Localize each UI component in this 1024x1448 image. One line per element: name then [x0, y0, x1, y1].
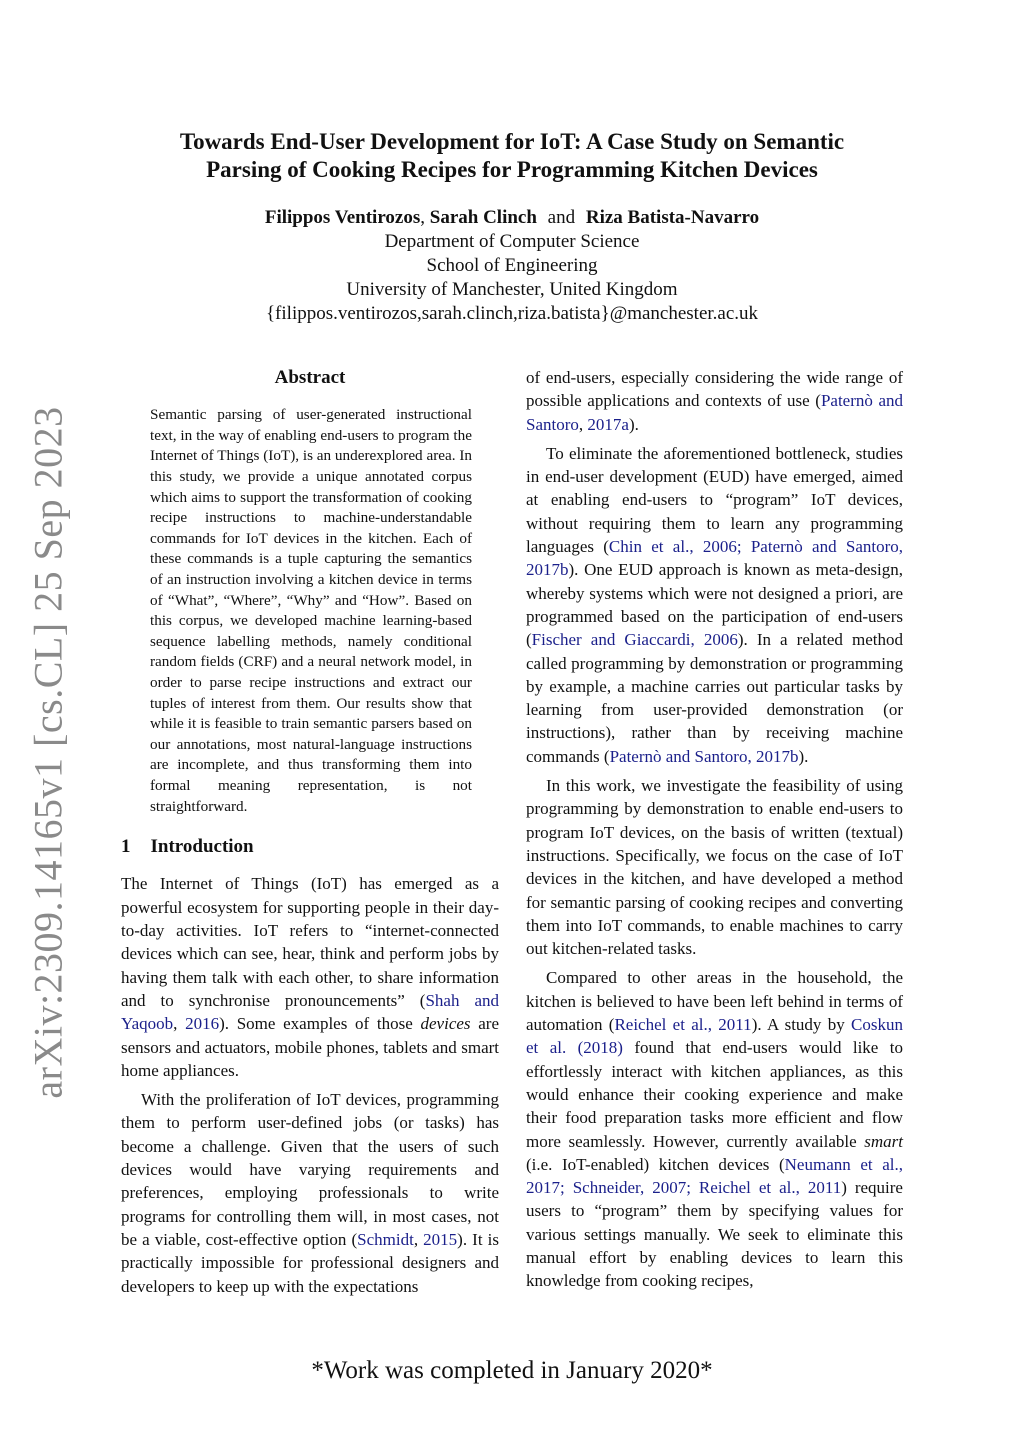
citation-link[interactable]: Reichel et al., 2011 [614, 1015, 752, 1035]
intro-paragraph-1 [121, 872, 499, 1082]
affiliation-university: University of Manchester, United Kingdom [346, 279, 678, 300]
right-p3-text-a: Compared to other areas in the household, the kitchen is believed to have been left behind in terms of automation ( [526, 968, 903, 1035]
right-paragraph-0 [526, 366, 903, 436]
title-line-2: Parsing of Cooking Recipes for Programming Kitchen Devices [206, 157, 818, 182]
intro-paragraph-2 [121, 1088, 499, 1298]
right-p1-text-b: ). One EUD approach is known as meta-design, whereby systems which were not designed a priori, are programmed based on the participation of end-users ( [526, 560, 903, 650]
right-paragraph-2: In this work, we investigate the feasibility of using programming by demonstration to enable end-users to program IoT devices, on the basis of written (textual) instructions. Specifically, we focus on the case of IoT devices in the kitchen, and have developed a method for semantic parsing of cooking recipes and converting them into IoT commands, to enable machines to carry out kitchen-related tasks. [526, 776, 903, 959]
citation-link[interactable]: Schmidt [357, 1229, 414, 1249]
citation-link[interactable]: Chin et al., 2006; Paternò and Santoro, 2017b [526, 537, 904, 580]
section-title-text: Introduction [150, 836, 254, 858]
right-p0-text-d: ). [628, 414, 639, 434]
author-3: Riza Batista-Navarro [585, 207, 760, 228]
citation-link[interactable]: Paternò and Santoro [526, 391, 903, 434]
right-p0-text-a: of end-users, especially considering the wide range of possible applications and contexts of use ( [526, 368, 903, 411]
right-p3-emphasis: smart [864, 1131, 903, 1151]
citation-link[interactable]: 2016 [185, 1014, 220, 1034]
section-number: 1 [121, 836, 131, 858]
right-p3-text-f: ) require users to “program” them by specifying values for various settings manually. We seek to eliminate this manual effort by enabling devices to learn this knowledge from cooking recipes, [526, 1178, 903, 1291]
right-paragraph-1 [526, 442, 903, 768]
intro-p1-text-f: are sensors and actuators, mobile phones, tablets and smart home appliances. [121, 1014, 499, 1080]
intro-p1-text-b: , [173, 1014, 186, 1034]
intro-p1-emphasis: devices [420, 1014, 471, 1034]
author-1: Filippos Ventirozos [264, 207, 421, 228]
right-p3-text-c: found that end-users would like to effortlessly interact with kitchen appliances, as this would enhance their cooking experience and make their food preparation tasks more efficient and flow more seamlessly. However, currently available [526, 1038, 903, 1151]
abstract-text: Semantic parsing of user-generated instructional text, in the way of enabling end-users to program the Internet of Things (IoT), is an underexplored area. In this study, we provide a unique annotated corpus which aims to support the transformation of cooking recipe instructions to machine-understandable commands for IoT devices in the kitchen. Each of these commands is a tuple capturing the semantics of an instruction involving a kitchen device in terms of “What”, “Where”, “Why” and “How”. Based on this corpus, we developed machine learning-based sequence labelling methods, namely conditional random fields (CRF) and a neural network model, in order to parse recipe instructions and extract our tuples of interest from them. Our results show that while it is feasible to train semantic parsers based on our annotations, most natural-language instructions are incomplete, and thus transforming them into formal meaning representation, is not straightforward. [150, 406, 472, 815]
author-separator: , [420, 207, 430, 228]
right-p0-text-b: , [578, 414, 588, 434]
affiliation-department: Department of Computer Science [384, 231, 640, 252]
affiliation-school: School of Engineering [426, 255, 598, 276]
right-column [526, 366, 903, 1293]
right-paragraph-3 [526, 966, 903, 1292]
right-p1-text-c: ). In a related method called programming by demonstration or programming by example, a machine carries out particular tasks by learning from user-provided demonstration (or instructions), rather than by receiving machine commands ( [526, 630, 903, 766]
arxiv-identifier-text: arXiv:2309.14165v1 [cs.CL] 25 Sep 2023 [25, 405, 71, 1099]
title-line-1: Towards End-User Development for IoT: A Case Study on Semantic [179, 129, 845, 154]
intro-p2-text-a: With the proliferation of IoT devices, programming them to perform user-defined jobs (or tasks) has become a challenge. Given that the users of such devices would have varying requirements and preferences, employing professionals to write programs for controlling them will, in most cases, not be a viable, cost-effective option ( [121, 1090, 499, 1249]
author-2: Sarah Clinch [429, 207, 537, 228]
intro-p2-text-d: ). It is practically impossible for professional designers and developers to keep up with the expectations [121, 1229, 499, 1296]
left-column [121, 366, 499, 1298]
right-p3-text-b: ). A study by [751, 1015, 852, 1035]
right-p3-text-d: (i.e. IoT-enabled) kitchen devices ( [526, 1154, 785, 1174]
section-heading-introduction [121, 835, 499, 858]
citation-link[interactable]: Fischer and Giaccardi, 2006 [531, 630, 738, 650]
footer-note: *Work was completed in January 2020* [311, 1357, 713, 1384]
author-emails: {filippos.ventirozos,sarah.clinch,riza.batista}@manchester.ac.uk [265, 303, 759, 324]
citation-link[interactable]: Shah and Yaqoob [121, 990, 499, 1034]
right-p1-text-a: To eliminate the aforementioned bottleneck, studies in end-user development (EUD) have emerged, aimed at enabling end-users to “program” IoT devices, without requiring them to learn any programming languages ( [526, 443, 903, 557]
author-names [120, 206, 904, 230]
citation-link[interactable]: 2015 [423, 1229, 458, 1249]
citation-link[interactable]: Neumann et al., 2017; Schneider, 2007; Reichel et al., 2011 [526, 1154, 903, 1198]
paper-title [120, 128, 904, 184]
author-and: and [547, 207, 576, 228]
intro-p1-text-a: The Internet of Things (IoT) has emerged as a powerful ecosystem for supporting people in their day-to-day activities. IoT refers to “internet-connected devices which can see, hear, think and perform jobs by having them talk with each other, to share information and to synchronise pronouncements” ( [121, 874, 499, 1010]
right-p1-text-d: ). [798, 746, 809, 766]
citation-link[interactable]: 2017a [587, 414, 629, 434]
author-block [120, 206, 904, 326]
citation-link[interactable]: Paternò and Santoro, 2017b [609, 746, 799, 766]
abstract-heading: Abstract [274, 367, 346, 388]
arxiv-identifier [25, 405, 71, 1099]
citation-link[interactable]: Coskun et al. (2018) [526, 1015, 904, 1058]
intro-p2-text-b: , [413, 1229, 424, 1249]
intro-p1-text-d: ). Some examples of those [219, 1014, 421, 1034]
